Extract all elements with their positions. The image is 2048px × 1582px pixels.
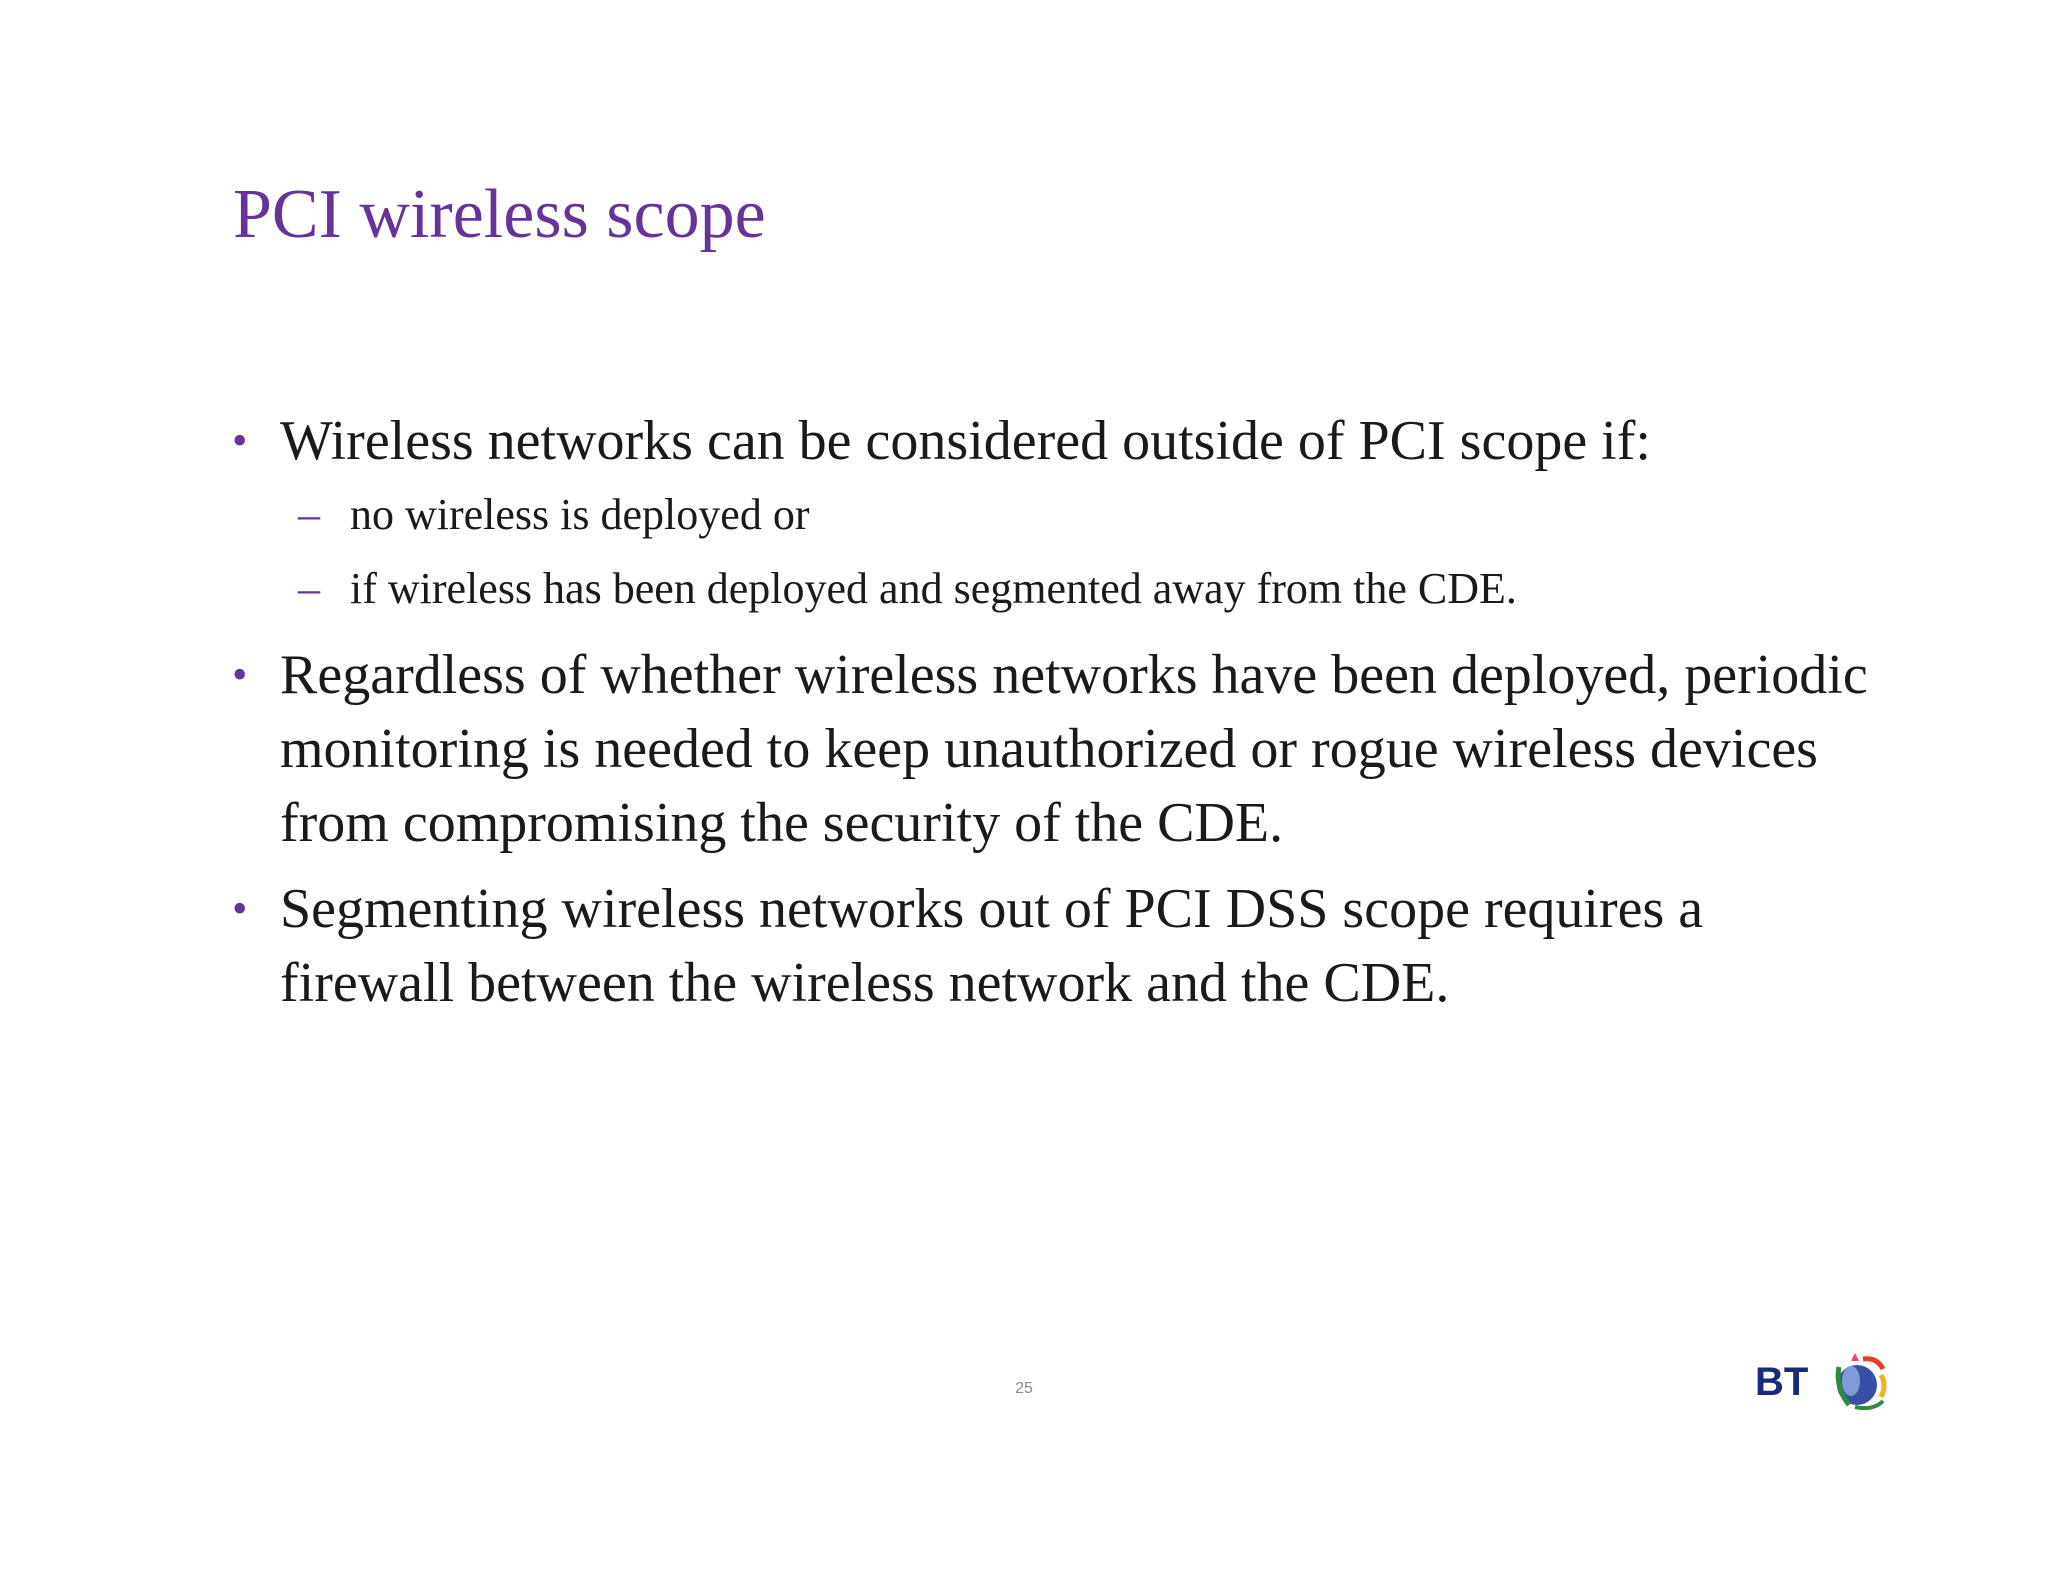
sub-bullet-text: no wireless is deployed or: [350, 490, 810, 539]
bullet-item-3: [232, 872, 1872, 1020]
sub-bullet-list: [280, 478, 1872, 626]
bt-piper-globe-icon: [1837, 1353, 1884, 1408]
bullet-symbol: •: [232, 884, 248, 933]
bullet-item-2: [232, 638, 1872, 860]
sub-bullet-symbol: –: [298, 564, 320, 613]
bullet-symbol: •: [232, 650, 248, 699]
bt-logo: [1755, 1345, 1895, 1415]
sub-bullet-text: if wireless has been deployed and segmented away from the CDE.: [350, 564, 1517, 613]
bt-logo-text: BT: [1755, 1360, 1809, 1404]
bullet-text: Wireless networks can be considered outside of PCI scope if:: [280, 410, 1651, 472]
sub-bullet-symbol: –: [298, 490, 320, 539]
bullet-symbol: •: [232, 416, 248, 465]
bullet-text: Regardless of whether wireless networks have been deployed, periodic monitoring is needed to keep unauthorized or rogue wireless devices from compromising the security of the CDE.: [280, 644, 1868, 854]
bullet-text: Segmenting wireless networks out of PCI DSS scope requires a firewall between the wireless network and the CDE.: [280, 878, 1704, 1014]
sub-bullet-item-1: [232, 478, 1872, 552]
slide-title: PCI wireless scope: [233, 176, 766, 253]
bullet-item-1: [232, 404, 1872, 626]
page-number: 25: [1015, 1380, 1033, 1397]
slide-content: [232, 404, 1872, 1032]
bullet-list: [232, 404, 1872, 1020]
sub-bullet-item-2: [232, 552, 1872, 626]
